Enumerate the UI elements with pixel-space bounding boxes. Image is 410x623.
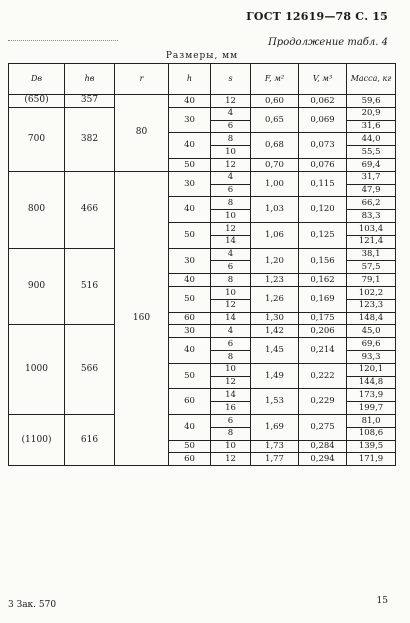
cell-h: 60 xyxy=(169,389,211,415)
cell-d: 800 xyxy=(9,171,65,248)
cell-mass: 148,4 xyxy=(347,312,396,325)
column-header-row xyxy=(9,64,396,95)
cell-s: 10 xyxy=(211,210,251,223)
cell-d: 1000 xyxy=(9,325,65,415)
cell-h: 30 xyxy=(169,107,211,133)
cell-hv: 357 xyxy=(65,95,115,108)
cell-s: 4 xyxy=(211,248,251,261)
cell-f: 0,70 xyxy=(251,158,299,171)
cell-v: 0,120 xyxy=(299,197,347,223)
cell-f: 1,23 xyxy=(251,274,299,287)
cell-v: 0,169 xyxy=(299,286,347,312)
cell-h: 60 xyxy=(169,453,211,466)
cell-h: 50 xyxy=(169,440,211,453)
page-number: 15 xyxy=(376,596,388,606)
table-continuation-caption: Продолжение табл. 4 xyxy=(268,37,388,48)
cell-s: 12 xyxy=(211,376,251,389)
cell-f: 1,42 xyxy=(251,325,299,338)
cell-s: 8 xyxy=(211,133,251,146)
cell-hv: 516 xyxy=(65,248,115,325)
cell-s: 12 xyxy=(211,95,251,108)
cell-r: 80 xyxy=(115,95,169,172)
cell-s: 8 xyxy=(211,197,251,210)
cell-s: 6 xyxy=(211,120,251,133)
cell-h: 30 xyxy=(169,171,211,197)
cell-mass: 121,4 xyxy=(347,235,396,248)
cell-f: 1,06 xyxy=(251,222,299,248)
cell-h: 40 xyxy=(169,414,211,440)
page-header xyxy=(0,0,410,52)
cell-s: 8 xyxy=(211,274,251,287)
cell-mass: 123,3 xyxy=(347,299,396,312)
cell-f: 0,65 xyxy=(251,107,299,133)
cell-f: 1,45 xyxy=(251,338,299,364)
cell-s: 12 xyxy=(211,222,251,235)
cell-s: 12 xyxy=(211,158,251,171)
cell-h: 50 xyxy=(169,363,211,389)
column-header-f: F, м² xyxy=(251,64,299,95)
cell-f: 1,26 xyxy=(251,286,299,312)
cell-mass: 139,5 xyxy=(347,440,396,453)
print-order-note: 3 Зак. 570 xyxy=(8,600,57,610)
cell-v: 0,214 xyxy=(299,338,347,364)
cell-h: 40 xyxy=(169,197,211,223)
cell-s: 10 xyxy=(211,146,251,159)
cell-h: 40 xyxy=(169,274,211,287)
cell-mass: 144,8 xyxy=(347,376,396,389)
cell-v: 0,175 xyxy=(299,312,347,325)
cell-d: (1100) xyxy=(9,414,65,465)
table-title: Размеры, мм xyxy=(9,50,396,64)
cell-mass: 31,6 xyxy=(347,120,396,133)
cell-mass: 38,1 xyxy=(347,248,396,261)
column-header-mass: Масса, кг xyxy=(347,64,396,95)
cell-f: 1,73 xyxy=(251,440,299,453)
cell-v: 0,229 xyxy=(299,389,347,415)
cell-d: 900 xyxy=(9,248,65,325)
cell-r: 160 xyxy=(115,171,169,465)
cell-f: 1,53 xyxy=(251,389,299,415)
table-row xyxy=(9,248,396,261)
cell-f: 1,03 xyxy=(251,197,299,223)
cell-f: 1,20 xyxy=(251,248,299,274)
cell-mass: 173,9 xyxy=(347,389,396,402)
cell-v: 0,162 xyxy=(299,274,347,287)
cell-mass: 120,1 xyxy=(347,363,396,376)
column-header-h: h xyxy=(169,64,211,95)
cell-v: 0,125 xyxy=(299,222,347,248)
cell-mass: 44,0 xyxy=(347,133,396,146)
cell-mass: 69,6 xyxy=(347,338,396,351)
column-header-hv: hв xyxy=(65,64,115,95)
cell-v: 0,069 xyxy=(299,107,347,133)
cell-f: 1,49 xyxy=(251,363,299,389)
cell-f: 0,60 xyxy=(251,95,299,108)
cell-f: 1,00 xyxy=(251,171,299,197)
cell-s: 6 xyxy=(211,414,251,427)
cell-mass: 199,7 xyxy=(347,402,396,415)
cell-mass: 103,4 xyxy=(347,222,396,235)
cell-mass: 47,9 xyxy=(347,184,396,197)
cell-mass: 31,7 xyxy=(347,171,396,184)
cell-mass: 171,9 xyxy=(347,453,396,466)
cell-h: 50 xyxy=(169,286,211,312)
column-header-d: Dв xyxy=(9,64,65,95)
cell-s: 6 xyxy=(211,261,251,274)
header-divider xyxy=(8,40,118,41)
cell-h: 40 xyxy=(169,338,211,364)
cell-hv: 382 xyxy=(65,107,115,171)
cell-mass: 102,2 xyxy=(347,286,396,299)
cell-s: 10 xyxy=(211,286,251,299)
cell-hv: 566 xyxy=(65,325,115,415)
cell-s: 12 xyxy=(211,299,251,312)
cell-mass: 108,6 xyxy=(347,427,396,440)
cell-hv: 616 xyxy=(65,414,115,465)
cell-h: 40 xyxy=(169,95,211,108)
cell-s: 8 xyxy=(211,427,251,440)
table-row xyxy=(9,414,396,427)
cell-d: 700 xyxy=(9,107,65,171)
cell-h: 50 xyxy=(169,158,211,171)
cell-s: 10 xyxy=(211,363,251,376)
cell-hv: 466 xyxy=(65,171,115,248)
cell-s: 14 xyxy=(211,389,251,402)
standard-number: ГОСТ 12619—78 С. 15 xyxy=(246,10,388,23)
table-row xyxy=(9,95,396,108)
cell-f: 1,77 xyxy=(251,453,299,466)
cell-s: 4 xyxy=(211,107,251,120)
cell-v: 0,294 xyxy=(299,453,347,466)
cell-v: 0,206 xyxy=(299,325,347,338)
cell-s: 8 xyxy=(211,350,251,363)
cell-mass: 81,0 xyxy=(347,414,396,427)
cell-s: 4 xyxy=(211,171,251,184)
cell-v: 0,222 xyxy=(299,363,347,389)
cell-h: 40 xyxy=(169,133,211,159)
cell-s: 4 xyxy=(211,325,251,338)
cell-v: 0,073 xyxy=(299,133,347,159)
cell-d: (650) xyxy=(9,95,65,108)
cell-s: 16 xyxy=(211,402,251,415)
cell-h: 30 xyxy=(169,248,211,274)
cell-f: 0,68 xyxy=(251,133,299,159)
cell-s: 14 xyxy=(211,312,251,325)
column-header-s: s xyxy=(211,64,251,95)
cell-mass: 69,4 xyxy=(347,158,396,171)
table-row xyxy=(9,171,396,184)
cell-f: 1,30 xyxy=(251,312,299,325)
cell-mass: 57,5 xyxy=(347,261,396,274)
column-header-v: V, м³ xyxy=(299,64,347,95)
cell-mass: 83,3 xyxy=(347,210,396,223)
cell-h: 50 xyxy=(169,222,211,248)
cell-mass: 55,5 xyxy=(347,146,396,159)
cell-mass: 66,2 xyxy=(347,197,396,210)
cell-v: 0,156 xyxy=(299,248,347,274)
cell-v: 0,115 xyxy=(299,171,347,197)
cell-mass: 93,3 xyxy=(347,350,396,363)
cell-v: 0,275 xyxy=(299,414,347,440)
cell-s: 10 xyxy=(211,440,251,453)
cell-mass: 79,1 xyxy=(347,274,396,287)
table-row xyxy=(9,325,396,338)
table-body xyxy=(9,95,396,466)
cell-f: 1,69 xyxy=(251,414,299,440)
cell-s: 12 xyxy=(211,453,251,466)
cell-mass: 59,6 xyxy=(347,95,396,108)
cell-h: 30 xyxy=(169,325,211,338)
dimensions-table xyxy=(8,50,396,466)
cell-s: 6 xyxy=(211,184,251,197)
cell-v: 0,062 xyxy=(299,95,347,108)
cell-s: 14 xyxy=(211,235,251,248)
table-row xyxy=(9,107,396,120)
cell-v: 0,076 xyxy=(299,158,347,171)
cell-mass: 20,9 xyxy=(347,107,396,120)
cell-mass: 45,0 xyxy=(347,325,396,338)
cell-v: 0,284 xyxy=(299,440,347,453)
cell-h: 60 xyxy=(169,312,211,325)
column-header-r: r xyxy=(115,64,169,95)
cell-s: 6 xyxy=(211,338,251,351)
